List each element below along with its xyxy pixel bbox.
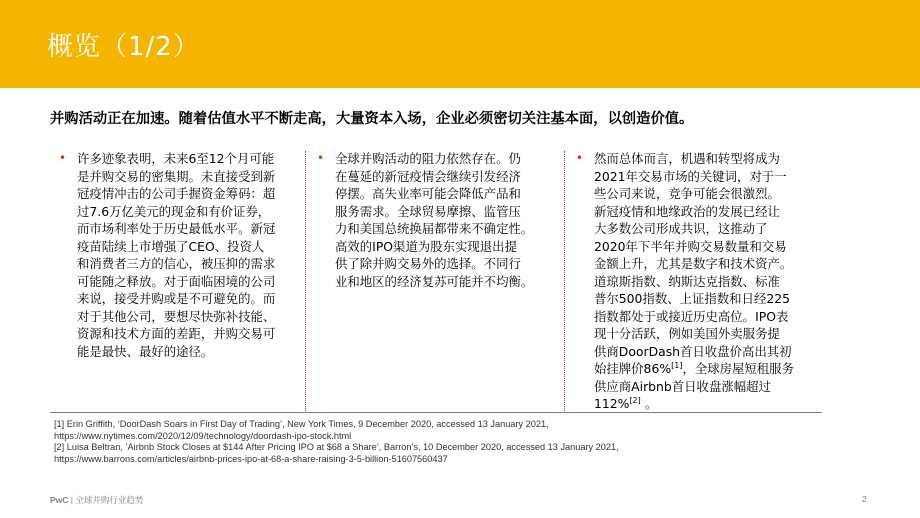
column-line: 大多数公司形成共识，这推动了	[594, 221, 768, 236]
column-line: 对于其他公司，要想尽快弥补技能、	[77, 308, 276, 324]
column-line: 供应商Airbnb首日收盘涨幅超过	[594, 378, 771, 394]
column-line: 供了除并购交易外的选择。不同行	[335, 256, 521, 271]
column-line: 在蔓延的新冠疫情会继续引发经济	[335, 168, 521, 184]
footer-text: 全球并购行业趋势	[75, 495, 144, 505]
column-line: 高效的IPO渠道为股东实现退出提	[335, 238, 517, 254]
reference-line: [2] Luisa Beltran, ‘Airbnb Stock Closes at $144 After Pricing IPO at $68 a Share’, Barron’s, 10 December 2020, accessed 13 January 2021,	[54, 442, 619, 452]
column-line: 服务需求。全球贸易摩擦、监管压	[335, 203, 521, 219]
column-line: 资源和技术方面的差距，并购交易可	[77, 326, 276, 341]
column-line: 道琼斯指数、纳斯达克指数、标准	[594, 273, 780, 289]
column-line: 过7.6万亿美元的现金和有价证券，	[77, 203, 271, 219]
column-line: 和消费者三方的信心，被压抑的需求	[77, 256, 276, 271]
column-line: 金额上升，尤其是数字和技术资产。	[594, 256, 793, 271]
column-line: 2020年下半年并购交易数量和交易	[594, 238, 787, 254]
column-line: 普尔500指数、上证指数和日经225	[594, 291, 790, 306]
column-line: 冠疫情冲击的公司手握资金筹码：超	[77, 186, 276, 201]
column-line: 能是最快、最好的途径。	[77, 343, 214, 359]
column-line: 指数都处于或接近历史高位。IPO表	[594, 308, 789, 324]
bullet-icon: •	[576, 151, 584, 165]
column-line: 而市场利率处于历史最低水平。新冠	[77, 221, 276, 236]
column-line: 些公司来说，竞争可能会很激烈。	[594, 186, 780, 201]
footnote-ref-2[interactable]: [2]	[629, 395, 641, 405]
bullet-icon: •	[59, 151, 67, 165]
column-line: 疫苗陆续上市增强了CEO、投资人	[77, 238, 265, 254]
reference-line: [1] Erin Griffith, ‘DoorDash Soars in First Day of Trading’, New York Times, 9 December 2020, accessed 13 January 2021,	[54, 419, 549, 429]
reference-url[interactable]: https://www.barrons.com/articles/airbnb-prices-ipo-at-68-a-share-raising-3-5-billion-51607560437	[54, 453, 448, 464]
column-line	[594, 360, 839, 378]
column-line	[594, 395, 839, 413]
column-line: 可能随之释放。对于面临困境的公司	[77, 273, 276, 289]
references	[54, 419, 854, 465]
column-line: 来说，接受并购或是不可避免的。而	[77, 291, 276, 306]
column-line: 停摆。高失业率可能会降低产品和	[335, 186, 521, 201]
column-line: 2021年交易市场的关键词，对于一	[594, 168, 787, 184]
references-divider	[50, 412, 822, 413]
text-column-1	[59, 150, 317, 360]
footer-brand: PwC	[50, 495, 69, 505]
footer	[50, 494, 143, 506]
column-line: 供商DoorDash首日收盘价高出其初	[594, 343, 792, 359]
line-text: 始挂牌价86%	[594, 361, 672, 376]
line-text: ，全球房屋短租服务	[682, 361, 794, 376]
line-text: 112%	[594, 396, 630, 411]
line-text: 。	[640, 396, 658, 411]
column-line: 许多迹象表明，未来6至12个月可能	[77, 151, 275, 166]
column-line: 业和地区的经济复苏可能并不均衡。	[335, 273, 534, 289]
column-divider	[305, 151, 306, 411]
title-bar	[0, 0, 920, 88]
column-line: 是并购交易的密集期。未直接受到新	[77, 168, 276, 184]
column-line: 新冠疫情和地缘政治的发展已经让	[594, 203, 780, 219]
column-line: 然而总体而言，机遇和转型将成为	[594, 151, 780, 166]
bullet-icon: •	[317, 151, 325, 165]
slide-title: 概览（1/2）	[47, 32, 200, 62]
headline: 并购活动正在加速。随着估值水平不断走高，大量资本入场，企业必须密切关注基本面，以创造价值。	[50, 111, 694, 127]
text-column-2	[317, 150, 567, 290]
column-line: 全球并购活动的阻力依然存在。仍	[335, 151, 521, 166]
text-column-3	[576, 150, 839, 413]
footnote-ref-1[interactable]: [1]	[671, 360, 683, 370]
column-line: 力和美国总统换届都带来不确定性。	[335, 221, 534, 236]
page-number: 2	[862, 494, 867, 504]
reference-url[interactable]: https://www.nytimes.com/2020/12/09/technology/doordash-ipo-stock.html	[54, 430, 352, 441]
column-line: 现十分活跃，例如美国外卖服务提	[594, 326, 780, 341]
footer-separator: |	[68, 495, 76, 505]
column-divider	[564, 151, 565, 411]
